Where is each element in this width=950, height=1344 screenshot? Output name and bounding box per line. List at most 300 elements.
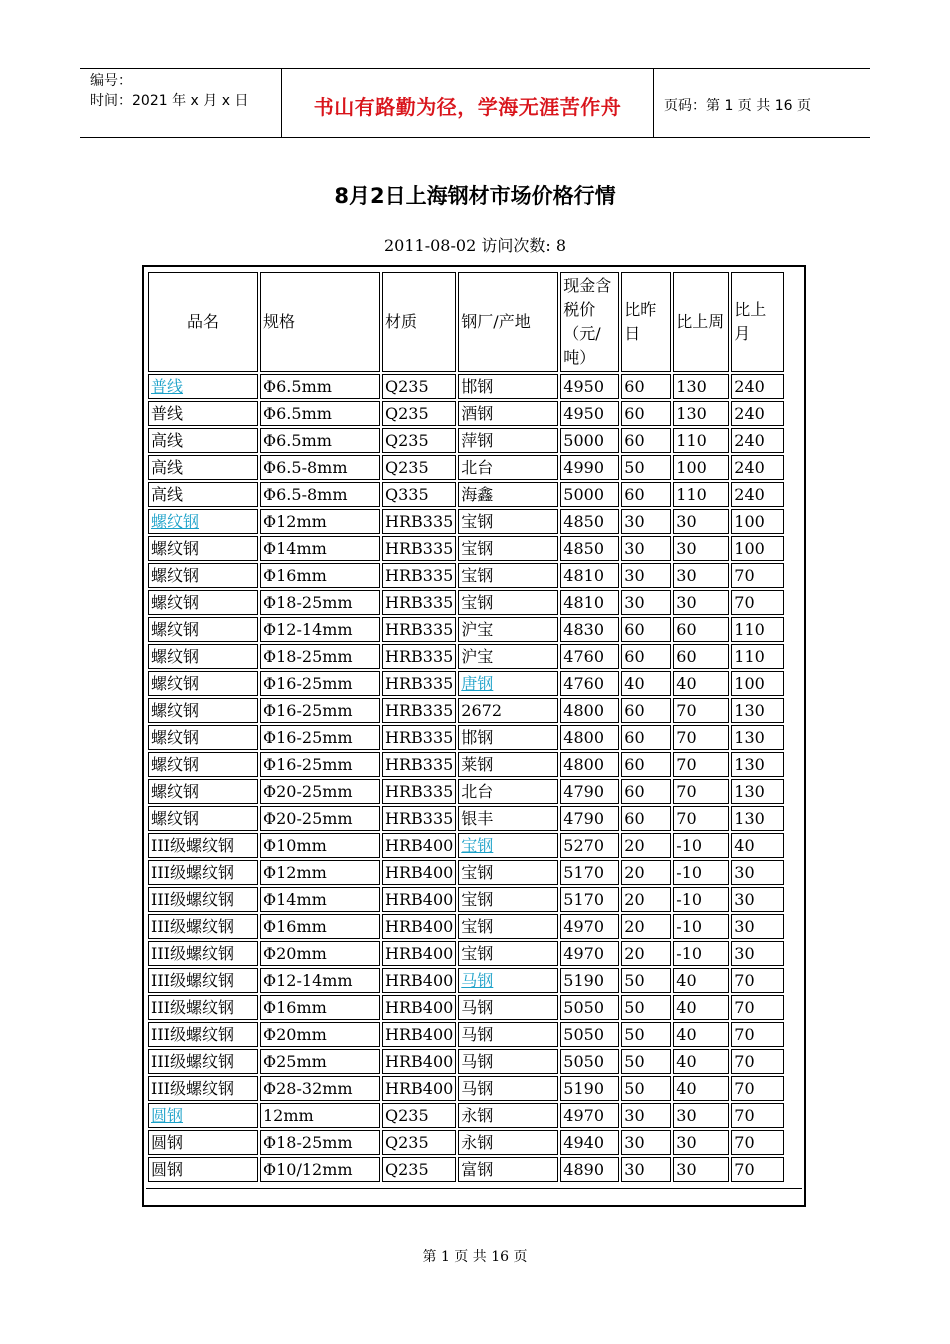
cell-mill: 北台 [458,455,558,480]
table-row [148,698,784,723]
cell-vs-last-week: 130 [673,374,729,399]
cell-mill: 沪宝 [458,644,558,669]
cell-vs-yesterday: 60 [621,428,671,453]
cell-price: 4800 [560,752,619,777]
col-header-spec: 规格 [260,272,380,372]
cell-vs-last-month: 30 [731,887,784,912]
table-row [148,833,784,858]
table-row [148,590,784,615]
cell-name: 螺纹钢 [148,644,258,669]
cell-mill: 北台 [458,779,558,804]
cell-price: 4970 [560,1103,619,1128]
cell-vs-last-month: 30 [731,914,784,939]
cell-material: Q235 [382,1130,456,1155]
cell-spec: Φ25mm [260,1049,380,1074]
cell-vs-yesterday: 50 [621,968,671,993]
cell-price: 4830 [560,617,619,642]
cell-mill: 邯钢 [458,725,558,750]
cell-vs-last-week: -10 [673,941,729,966]
table-row [148,482,784,507]
cell-material: Q335 [382,482,456,507]
cell-vs-last-month: 100 [731,671,784,696]
cell-link[interactable]: 普线 [151,377,184,396]
cell-name: III级螺纹钢 [148,887,258,912]
cell-vs-last-week: 70 [673,725,729,750]
table-row [148,1049,784,1074]
cell-vs-last-week: 40 [673,995,729,1020]
cell-price: 5050 [560,1049,619,1074]
cell-vs-yesterday: 60 [621,617,671,642]
page-title: 8月2日上海钢材市场价格行情 [334,184,616,208]
cell-material: HRB400 [382,995,456,1020]
cell-price: 5190 [560,968,619,993]
cell-mill: 宝钢 [458,536,558,561]
cell-mill: 宝钢 [458,887,558,912]
cell-vs-yesterday: 50 [621,1022,671,1047]
cell-vs-last-month: 70 [731,1022,784,1047]
table-row [148,401,784,426]
cell-material: Q235 [382,455,456,480]
cell-material: HRB335 [382,563,456,588]
cell-material: HRB400 [382,1022,456,1047]
cell-price: 5050 [560,1022,619,1047]
cell-vs-yesterday: 30 [621,536,671,561]
cell-vs-yesterday: 60 [621,806,671,831]
cell-spec: Φ6.5-8mm [260,455,380,480]
cell-link[interactable]: 马钢 [461,971,494,990]
cell-price: 4810 [560,590,619,615]
cell-vs-last-week: 100 [673,455,729,480]
cell-vs-last-week: -10 [673,833,729,858]
cell-vs-yesterday: 50 [621,1076,671,1101]
cell-mill: 马钢 [458,1022,558,1047]
cell-link[interactable]: 宝钢 [461,836,494,855]
price-table-frame [142,265,806,1207]
cell-price: 4790 [560,806,619,831]
page-label: 页码：第 1 页 共 16 页 [664,98,811,114]
cell-spec: Φ12mm [260,509,380,534]
cell-vs-last-month: 70 [731,1076,784,1101]
cell-vs-last-week: 60 [673,644,729,669]
cell-vs-yesterday: 40 [621,671,671,696]
table-row [148,671,784,696]
cell-mill [458,833,558,858]
cell-vs-yesterday: 60 [621,374,671,399]
cell-vs-yesterday: 60 [621,401,671,426]
cell-spec: Φ28-32mm [260,1076,380,1101]
cell-mill [458,968,558,993]
cell-vs-last-week: 30 [673,1157,729,1182]
table-row [148,941,784,966]
cell-spec: Φ16mm [260,563,380,588]
cell-name: III级螺纹钢 [148,833,258,858]
table-row [148,995,784,1020]
cell-vs-last-month: 70 [731,1157,784,1182]
cell-vs-yesterday: 20 [621,860,671,885]
price-table [146,270,786,1184]
table-header-row [148,272,784,372]
cell-name: III级螺纹钢 [148,941,258,966]
motto-text: 书山有路勤为径，学海无涯苦作舟 [313,95,622,119]
table-row [148,1022,784,1047]
cell-spec: Φ16-25mm [260,671,380,696]
document-header [80,68,870,138]
cell-mill: 宝钢 [458,860,558,885]
cell-vs-last-week: 60 [673,617,729,642]
cell-name: 螺纹钢 [148,563,258,588]
cell-price: 4790 [560,779,619,804]
cell-price: 5000 [560,482,619,507]
table-row [148,887,784,912]
cell-spec: Φ12-14mm [260,968,380,993]
cell-price: 5170 [560,887,619,912]
cell-vs-last-week: -10 [673,914,729,939]
cell-mill: 莱钢 [458,752,558,777]
cell-vs-last-week: -10 [673,887,729,912]
cell-spec: Φ6.5mm [260,401,380,426]
cell-material: Q235 [382,1103,456,1128]
cell-price: 5170 [560,860,619,885]
cell-vs-last-month: 110 [731,617,784,642]
cell-vs-last-week: 70 [673,806,729,831]
cell-vs-yesterday: 30 [621,1157,671,1182]
table-row [148,428,784,453]
cell-spec: Φ16-25mm [260,752,380,777]
cell-vs-last-week: 40 [673,1049,729,1074]
cell-material: HRB335 [382,644,456,669]
cell-spec: Φ16mm [260,914,380,939]
cell-vs-last-month: 110 [731,644,784,669]
cell-link[interactable]: 螺纹钢 [151,512,200,531]
cell-price: 5000 [560,428,619,453]
cell-vs-last-week: 30 [673,1103,729,1128]
cell-vs-last-month: 240 [731,401,784,426]
cell-vs-yesterday: 50 [621,455,671,480]
cell-spec: Φ14mm [260,887,380,912]
cell-vs-last-week: 30 [673,536,729,561]
cell-link[interactable]: 唐钢 [461,674,494,693]
cell-vs-last-month: 30 [731,860,784,885]
cell-material: HRB335 [382,536,456,561]
cell-material: HRB400 [382,914,456,939]
cell-vs-last-month: 240 [731,455,784,480]
time-label: 时间：2021 年 x 月 x 日 [90,93,249,109]
col-header-vs-last-month: 比上月 [731,272,784,372]
cell-name: 螺纹钢 [148,752,258,777]
cell-vs-last-month: 130 [731,779,784,804]
cell-name: 高线 [148,482,258,507]
cell-material: HRB400 [382,860,456,885]
cell-vs-last-week: 30 [673,563,729,588]
cell-vs-last-week: 40 [673,1022,729,1047]
cell-material: HRB400 [382,1049,456,1074]
cell-name: 螺纹钢 [148,806,258,831]
cell-vs-yesterday: 50 [621,995,671,1020]
cell-vs-yesterday: 50 [621,1049,671,1074]
col-header-material: 材质 [382,272,456,372]
cell-price: 4760 [560,671,619,696]
cell-vs-last-week: 110 [673,482,729,507]
col-header-price: 现金含税价（元/吨） [560,272,619,372]
cell-vs-last-month: 130 [731,806,784,831]
cell-name: 圆钢 [148,1157,258,1182]
cell-material: HRB335 [382,698,456,723]
cell-vs-last-week: 110 [673,428,729,453]
table-row [148,1157,784,1182]
cell-name: III级螺纹钢 [148,1049,258,1074]
cell-price: 4990 [560,455,619,480]
cell-name: 螺纹钢 [148,590,258,615]
cell-vs-last-month: 40 [731,833,784,858]
cell-mill: 马钢 [458,1049,558,1074]
table-row [148,1103,784,1128]
cell-name: III级螺纹钢 [148,968,258,993]
cell-mill: 沪宝 [458,617,558,642]
cell-mill: 海鑫 [458,482,558,507]
table-row [148,617,784,642]
header-motto-cell [282,69,654,137]
cell-mill: 宝钢 [458,563,558,588]
cell-spec: Φ6.5mm [260,428,380,453]
cell-vs-last-month: 70 [731,1049,784,1074]
table-row [148,968,784,993]
page-subtitle: 2011-08-02 访问次数: 8 [384,236,566,255]
cell-name: 螺纹钢 [148,698,258,723]
cell-name [148,374,258,399]
cell-material: HRB335 [382,779,456,804]
cell-mill: 永钢 [458,1103,558,1128]
cell-price: 4800 [560,698,619,723]
cell-vs-yesterday: 30 [621,590,671,615]
cell-spec: Φ18-25mm [260,1130,380,1155]
cell-vs-last-month: 70 [731,995,784,1020]
cell-material: HRB335 [382,617,456,642]
cell-mill: 邯钢 [458,374,558,399]
cell-vs-last-month: 100 [731,536,784,561]
cell-vs-last-week: 30 [673,590,729,615]
cell-vs-last-month: 130 [731,752,784,777]
cell-material: Q235 [382,428,456,453]
cell-vs-yesterday: 20 [621,833,671,858]
cell-price: 4970 [560,941,619,966]
header-meta-cell [80,69,282,137]
table-row [148,563,784,588]
cell-vs-yesterday: 20 [621,941,671,966]
cell-vs-last-month: 30 [731,941,784,966]
table-row [148,644,784,669]
cell-spec: Φ6.5-8mm [260,482,380,507]
cell-vs-last-month: 70 [731,1130,784,1155]
cell-mill: 宝钢 [458,941,558,966]
cell-vs-last-month: 70 [731,968,784,993]
cell-name: 螺纹钢 [148,779,258,804]
cell-vs-yesterday: 60 [621,482,671,507]
cell-material: HRB335 [382,671,456,696]
cell-mill: 马钢 [458,1076,558,1101]
cell-vs-last-month: 240 [731,374,784,399]
cell-price: 4760 [560,644,619,669]
cell-vs-last-month: 130 [731,698,784,723]
cell-price: 4940 [560,1130,619,1155]
table-row [148,779,784,804]
table-row [148,374,784,399]
cell-vs-last-week: 30 [673,1130,729,1155]
cell-vs-last-week: 70 [673,698,729,723]
cell-spec: Φ10mm [260,833,380,858]
col-header-mill: 钢厂/产地 [458,272,558,372]
cell-price: 4850 [560,536,619,561]
cell-spec: Φ20-25mm [260,806,380,831]
cell-vs-yesterday: 20 [621,887,671,912]
cell-name: 高线 [148,428,258,453]
table-row [148,1130,784,1155]
cell-material: HRB335 [382,806,456,831]
cell-price: 4970 [560,914,619,939]
page-footer: 第 1 页 共 16 页 [422,1249,528,1265]
cell-vs-yesterday: 60 [621,644,671,669]
cell-vs-last-week: 70 [673,752,729,777]
table-row [148,860,784,885]
cell-vs-last-month: 70 [731,1103,784,1128]
cell-price: 4850 [560,509,619,534]
cell-vs-yesterday: 60 [621,725,671,750]
cell-material: HRB400 [382,833,456,858]
cell-vs-last-month: 240 [731,482,784,507]
cell-spec: Φ18-25mm [260,644,380,669]
cell-name: III级螺纹钢 [148,914,258,939]
cell-mill: 富钢 [458,1157,558,1182]
cell-vs-last-week: -10 [673,860,729,885]
cell-vs-yesterday: 20 [621,914,671,939]
cell-vs-last-month: 130 [731,725,784,750]
cell-name: III级螺纹钢 [148,860,258,885]
table-row [148,455,784,480]
cell-vs-yesterday: 30 [621,509,671,534]
cell-spec: Φ6.5mm [260,374,380,399]
cell-spec: Φ12-14mm [260,617,380,642]
cell-mill: 永钢 [458,1130,558,1155]
cell-price: 5190 [560,1076,619,1101]
cell-name: III级螺纹钢 [148,995,258,1020]
cell-mill: 萍钢 [458,428,558,453]
cell-spec: Φ20-25mm [260,779,380,804]
cell-vs-last-month: 240 [731,428,784,453]
cell-name: III级螺纹钢 [148,1022,258,1047]
table-row [148,725,784,750]
cell-vs-last-week: 40 [673,968,729,993]
cell-name: 螺纹钢 [148,671,258,696]
cell-vs-yesterday: 30 [621,1130,671,1155]
cell-mill: 马钢 [458,995,558,1020]
cell-vs-last-month: 70 [731,590,784,615]
cell-material: HRB400 [382,968,456,993]
cell-vs-last-week: 30 [673,509,729,534]
cell-material: Q235 [382,1157,456,1182]
cell-vs-last-week: 70 [673,779,729,804]
cell-material: HRB335 [382,752,456,777]
cell-material: HRB400 [382,941,456,966]
cell-spec: 12mm [260,1103,380,1128]
cell-vs-last-week: 40 [673,1076,729,1101]
cell-material: Q235 [382,401,456,426]
cell-vs-yesterday: 30 [621,563,671,588]
table-row [148,752,784,777]
cell-mill: 宝钢 [458,914,558,939]
table-row [148,1076,784,1101]
table-row [148,536,784,561]
cell-material: HRB335 [382,725,456,750]
cell-vs-yesterday: 30 [621,1103,671,1128]
cell-mill: 宝钢 [458,509,558,534]
table-row [148,509,784,534]
cell-name: 螺纹钢 [148,725,258,750]
cell-link[interactable]: 圆钢 [151,1106,184,1125]
cell-mill: 银丰 [458,806,558,831]
cell-vs-last-week: 40 [673,671,729,696]
cell-spec: Φ10/12mm [260,1157,380,1182]
cell-material: HRB400 [382,887,456,912]
cell-vs-last-month: 100 [731,509,784,534]
cell-name [148,1103,258,1128]
cell-price: 4890 [560,1157,619,1182]
cell-mill: 宝钢 [458,590,558,615]
cell-spec: Φ20mm [260,1022,380,1047]
cell-spec: Φ18-25mm [260,590,380,615]
table-footer-strip [146,1188,802,1203]
cell-vs-last-week: 130 [673,401,729,426]
cell-vs-yesterday: 60 [621,779,671,804]
cell-name [148,509,258,534]
cell-spec: Φ20mm [260,941,380,966]
cell-name: 螺纹钢 [148,536,258,561]
col-header-name: 品名 [148,272,258,372]
cell-price: 4950 [560,374,619,399]
cell-price: 5270 [560,833,619,858]
cell-name: III级螺纹钢 [148,1076,258,1101]
cell-vs-yesterday: 60 [621,752,671,777]
col-header-vs-last-week: 比上周 [673,272,729,372]
table-row [148,914,784,939]
cell-price: 4810 [560,563,619,588]
cell-name: 普线 [148,401,258,426]
cell-name: 螺纹钢 [148,617,258,642]
cell-mill [458,671,558,696]
cell-price: 4950 [560,401,619,426]
cell-mill: 酒钢 [458,401,558,426]
table-row [148,806,784,831]
cell-price: 4800 [560,725,619,750]
cell-spec: Φ16mm [260,995,380,1020]
header-page-cell [654,69,870,137]
cell-spec: Φ14mm [260,536,380,561]
cell-vs-yesterday: 60 [621,698,671,723]
cell-spec: Φ16-25mm [260,698,380,723]
cell-spec: Φ16-25mm [260,725,380,750]
cell-material: HRB335 [382,590,456,615]
cell-name: 圆钢 [148,1130,258,1155]
cell-mill: 2672 [458,698,558,723]
number-label: 编号： [90,73,132,89]
col-header-vs-yesterday: 比昨日 [621,272,671,372]
cell-vs-last-month: 70 [731,563,784,588]
cell-spec: Φ12mm [260,860,380,885]
cell-material: HRB335 [382,509,456,534]
table-body [148,374,784,1182]
cell-price: 5050 [560,995,619,1020]
cell-material: Q235 [382,374,456,399]
cell-material: HRB400 [382,1076,456,1101]
cell-name: 高线 [148,455,258,480]
